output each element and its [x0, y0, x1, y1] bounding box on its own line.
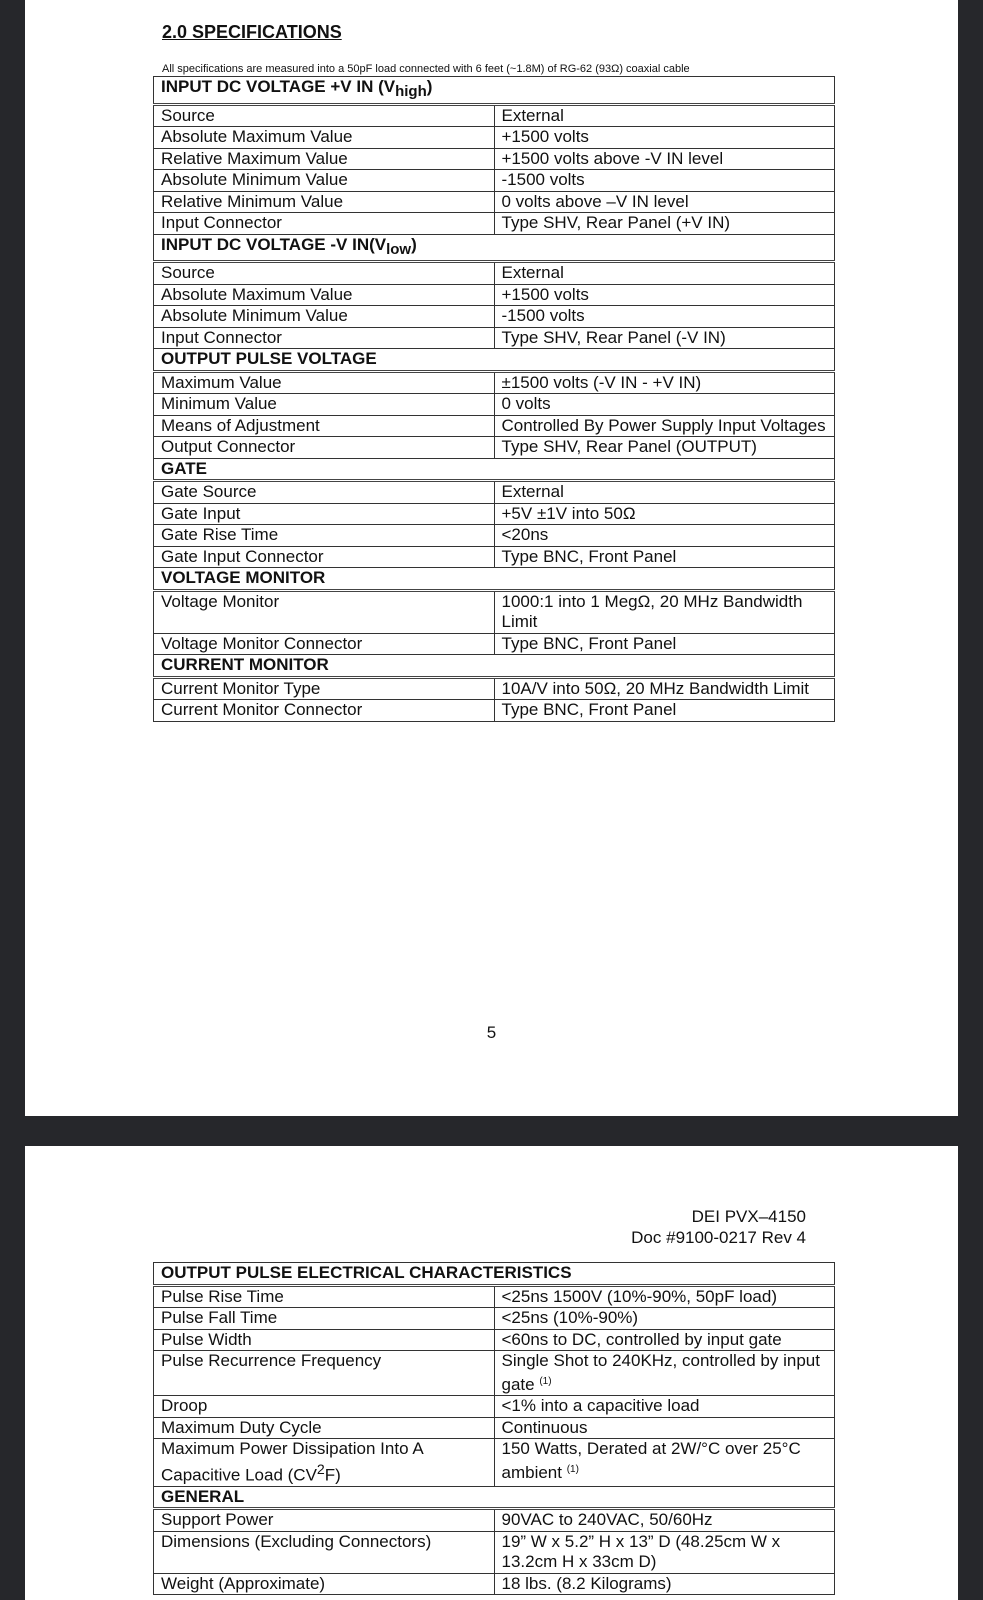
spec-label	[154, 1417, 495, 1439]
table-row	[154, 481, 835, 504]
spec-value-text: <20ns	[501, 525, 549, 544]
spec-label-text: Input Connector	[161, 327, 282, 347]
spec-value-text: 0 volts above –V IN level	[501, 191, 689, 211]
spec-value	[494, 415, 835, 437]
table-row	[154, 284, 835, 306]
group-header-text: CURRENT MONITOR	[161, 655, 329, 674]
section-title: 2.0 SPECIFICATIONS	[162, 22, 342, 42]
spec-value	[494, 191, 835, 213]
spec-label-text: Absolute Minimum Value	[161, 170, 348, 189]
table-row	[154, 1417, 835, 1439]
group-header-row	[154, 1263, 835, 1286]
spec-label-text: Voltage Monitor Connector	[161, 633, 363, 653]
spec-label	[154, 394, 495, 416]
group-header-tail: )	[411, 234, 417, 254]
spec-value	[494, 481, 835, 504]
spec-label	[154, 1509, 495, 1532]
electrical-characteristics-table	[153, 1262, 835, 1595]
spec-label-text: Output Connector	[161, 437, 296, 456]
spec-value-text: Type SHV, Rear Panel (OUTPUT)	[501, 437, 757, 456]
spec-value	[494, 546, 835, 568]
table-row	[154, 677, 835, 700]
spec-value-text: 19” W x 5.2” H x 13” D (48.25cm W x 13.2cm H x 33cm D)	[501, 1531, 781, 1572]
table-row	[154, 1351, 835, 1396]
spec-label-text: Relative Maximum Value	[161, 148, 348, 168]
spec-value-text: Controlled By Power Supply Input Voltages	[501, 415, 826, 435]
spec-label	[154, 677, 495, 700]
group-header-tail: )	[426, 77, 433, 96]
group-header-row	[154, 568, 835, 591]
table-row	[154, 590, 835, 633]
spec-value	[494, 1351, 835, 1396]
page-number: 5	[486, 1023, 497, 1042]
spec-label	[154, 1351, 495, 1396]
group-header	[154, 568, 835, 591]
table-row	[154, 262, 835, 285]
table-row	[154, 503, 835, 525]
group-header-text: INPUT DC VOLTAGE +V IN (V	[161, 77, 396, 96]
group-header-text: VOLTAGE MONITOR	[161, 568, 326, 587]
table-row	[154, 1573, 835, 1595]
table-row	[154, 437, 835, 459]
spec-label	[154, 1285, 495, 1308]
spec-value-text: Type SHV, Rear Panel (+V IN)	[501, 213, 731, 232]
table-row	[154, 327, 835, 349]
spec-label	[154, 148, 495, 170]
group-header	[154, 1263, 835, 1286]
spec-value	[494, 1396, 835, 1418]
spec-label-text: Maximum Power Dissipation Into A Capacitive Load (CV	[161, 1439, 423, 1485]
spec-label-text: Gate Input	[161, 503, 241, 523]
spec-label	[154, 127, 495, 149]
spec-value	[494, 1285, 835, 1308]
group-header-row	[154, 234, 835, 262]
group-header-row	[154, 655, 835, 678]
table-row	[154, 700, 835, 722]
table-row	[154, 104, 835, 127]
spec-label	[154, 1396, 495, 1418]
spec-label-tail: F)	[324, 1465, 341, 1485]
specifications-table	[153, 76, 835, 722]
spec-label-text: Current Monitor Connector	[161, 700, 363, 719]
spec-value-text: <25ns 1500V (10%-90%, 50pF load)	[501, 1286, 777, 1306]
footnote-ref: (1)	[566, 1463, 579, 1475]
spec-label-text: Pulse Recurrence Frequency	[161, 1351, 382, 1370]
spec-value	[494, 327, 835, 349]
spec-value	[494, 1573, 835, 1595]
spec-value-text: 18 lbs. (8.2 Kilograms)	[501, 1573, 672, 1593]
spec-value	[494, 1417, 835, 1439]
spec-value	[494, 1329, 835, 1351]
spec-value	[494, 1531, 835, 1573]
spec-value-text: 150 Watts, Derated at 2W/°C over 25°C ambient	[501, 1439, 801, 1482]
spec-value	[494, 700, 835, 722]
table-row	[154, 546, 835, 568]
spec-value-text: ±1500 volts (-V IN - +V IN)	[501, 372, 702, 392]
spec-label	[154, 284, 495, 306]
spec-label	[154, 1329, 495, 1351]
spec-label	[154, 546, 495, 568]
group-header-row	[154, 458, 835, 481]
spec-label-text: Absolute Maximum Value	[161, 284, 353, 304]
spec-value-text: Type SHV, Rear Panel (-V IN)	[501, 327, 726, 347]
spec-label	[154, 1439, 495, 1487]
group-header-text: OUTPUT PULSE VOLTAGE	[161, 349, 377, 368]
group-header	[154, 458, 835, 481]
spec-label-text: Source	[161, 263, 215, 282]
spec-value	[494, 170, 835, 192]
spec-value-text: <60ns to DC, controlled by input gate	[501, 1329, 782, 1349]
spec-value-text: +1500 volts above -V IN level	[501, 148, 724, 168]
spec-label	[154, 437, 495, 459]
spec-label	[154, 633, 495, 655]
spec-label	[154, 1531, 495, 1573]
spec-label-text: Gate Input Connector	[161, 546, 324, 566]
group-header	[154, 1486, 835, 1509]
group-header-text: GENERAL	[161, 1486, 245, 1506]
spec-value-text: External	[501, 482, 564, 501]
spec-value	[494, 148, 835, 170]
spec-value	[494, 503, 835, 525]
spec-value-text: -1500 volts	[501, 170, 585, 189]
spec-label-text: Gate Rise Time	[161, 525, 279, 544]
spec-label-text: Voltage Monitor	[161, 591, 280, 611]
table-row	[154, 191, 835, 213]
document-page-2	[25, 1146, 958, 1600]
spec-value-text: +5V ±1V into 50Ω	[501, 503, 636, 523]
spec-value	[494, 306, 835, 328]
table-row	[154, 371, 835, 394]
spec-label-superscript: 2	[316, 1461, 325, 1478]
spec-label-text: Gate Source	[161, 482, 257, 501]
table-row	[154, 415, 835, 437]
spec-label	[154, 1308, 495, 1330]
group-header	[154, 77, 835, 105]
table-row	[154, 1329, 835, 1351]
spec-label-text: Source	[161, 105, 215, 125]
spec-label-text: Pulse Rise Time	[161, 1286, 284, 1306]
spec-label-text: Absolute Maximum Value	[161, 127, 353, 146]
table-row	[154, 633, 835, 655]
spec-value	[494, 104, 835, 127]
spec-value	[494, 677, 835, 700]
spec-label	[154, 700, 495, 722]
table-row	[154, 1308, 835, 1330]
group-header	[154, 349, 835, 372]
spec-value-text: Continuous	[501, 1417, 588, 1437]
group-header-subscript: high	[395, 83, 427, 100]
table-row	[154, 1285, 835, 1308]
spec-value-text: 10A/V into 50Ω, 20 MHz Bandwidth Limit	[501, 678, 810, 698]
spec-label	[154, 327, 495, 349]
group-header-text: OUTPUT PULSE ELECTRICAL CHARACTERISTICS	[161, 1263, 572, 1282]
spec-label	[154, 371, 495, 394]
spec-value-text: -1500 volts	[501, 306, 585, 325]
spec-value	[494, 371, 835, 394]
spec-label	[154, 170, 495, 192]
spec-label-text: Dimensions (Excluding Connectors)	[161, 1531, 432, 1551]
spec-label	[154, 415, 495, 437]
spec-label-text: Current Monitor Type	[161, 678, 321, 698]
spec-label-text: Pulse Fall Time	[161, 1308, 278, 1327]
measurement-note: All specifications are measured into a 50pF load connected with 6 feet (~1.8M) of RG-62 (93Ω) coaxial cable	[162, 63, 690, 75]
spec-label	[154, 503, 495, 525]
doc-model: DEI PVX–4150	[691, 1207, 806, 1226]
spec-value	[494, 525, 835, 547]
spec-label	[154, 213, 495, 235]
spec-value-text: 0 volts	[501, 394, 551, 413]
spec-value-text: <25ns (10%-90%)	[501, 1308, 639, 1327]
spec-value-text: 1000:1 into 1 MegΩ, 20 MHz Bandwidth Limit	[501, 591, 803, 631]
spec-value-text: Type BNC, Front Panel	[501, 700, 677, 719]
table-row	[154, 148, 835, 170]
spec-value	[494, 127, 835, 149]
document-page-1	[25, 0, 958, 1116]
spec-value-text: +1500 volts	[501, 127, 589, 146]
table-row	[154, 127, 835, 149]
spec-value-text: External	[501, 105, 564, 125]
table-row	[154, 213, 835, 235]
doc-number: Doc #9100-0217 Rev 4	[631, 1228, 806, 1247]
spec-label-text: Weight (Approximate)	[161, 1573, 326, 1593]
spec-value	[494, 590, 835, 633]
footnote-ref: (1)	[539, 1375, 552, 1387]
table-row	[154, 1531, 835, 1573]
group-header-text: GATE	[161, 458, 207, 478]
spec-label	[154, 590, 495, 633]
spec-value	[494, 394, 835, 416]
spec-value	[494, 633, 835, 655]
spec-value-text: Type BNC, Front Panel	[501, 546, 677, 566]
spec-label-text: Relative Minimum Value	[161, 191, 344, 211]
spec-value-text: 90VAC to 240VAC, 50/60Hz	[501, 1510, 713, 1530]
table-row	[154, 1509, 835, 1532]
spec-label	[154, 481, 495, 504]
table-row	[154, 1439, 835, 1487]
document-header	[631, 1206, 806, 1248]
spec-label	[154, 262, 495, 285]
spec-value	[494, 1308, 835, 1330]
spec-label-text: Input Connector	[161, 213, 282, 232]
table-row	[154, 1396, 835, 1418]
group-header-row	[154, 77, 835, 105]
table-row	[154, 525, 835, 547]
spec-value	[494, 213, 835, 235]
group-header	[154, 655, 835, 678]
spec-label	[154, 104, 495, 127]
group-header-row	[154, 1486, 835, 1509]
table-row	[154, 394, 835, 416]
spec-value	[494, 262, 835, 285]
spec-label-text: Minimum Value	[161, 394, 277, 413]
spec-value	[494, 1509, 835, 1532]
group-header	[154, 234, 835, 262]
spec-label-text: Maximum Value	[161, 372, 282, 392]
spec-label	[154, 1573, 495, 1595]
group-header-row	[154, 349, 835, 372]
table-row	[154, 306, 835, 328]
spec-label	[154, 306, 495, 328]
spec-label-text: Droop	[161, 1396, 208, 1415]
spec-label	[154, 191, 495, 213]
spec-value	[494, 437, 835, 459]
spec-value-text: Type BNC, Front Panel	[501, 633, 677, 653]
spec-value-text: <1% into a capacitive load	[501, 1396, 700, 1415]
group-header-text: INPUT DC VOLTAGE -V IN(V	[161, 234, 387, 254]
spec-value-text: Single Shot to 240KHz, controlled by input gate	[501, 1351, 820, 1394]
spec-label-text: Means of Adjustment	[161, 415, 320, 435]
table-row	[154, 170, 835, 192]
group-header-subscript: low	[386, 240, 412, 258]
spec-label	[154, 525, 495, 547]
spec-label-text: Pulse Width	[161, 1329, 252, 1349]
spec-label-text: Absolute Minimum Value	[161, 306, 348, 325]
spec-value-text: +1500 volts	[501, 284, 589, 304]
spec-label-text: Support Power	[161, 1510, 274, 1530]
spec-value	[494, 1439, 835, 1487]
spec-value-text: External	[501, 263, 564, 282]
spec-label-text: Maximum Duty Cycle	[161, 1417, 322, 1437]
spec-value	[494, 284, 835, 306]
